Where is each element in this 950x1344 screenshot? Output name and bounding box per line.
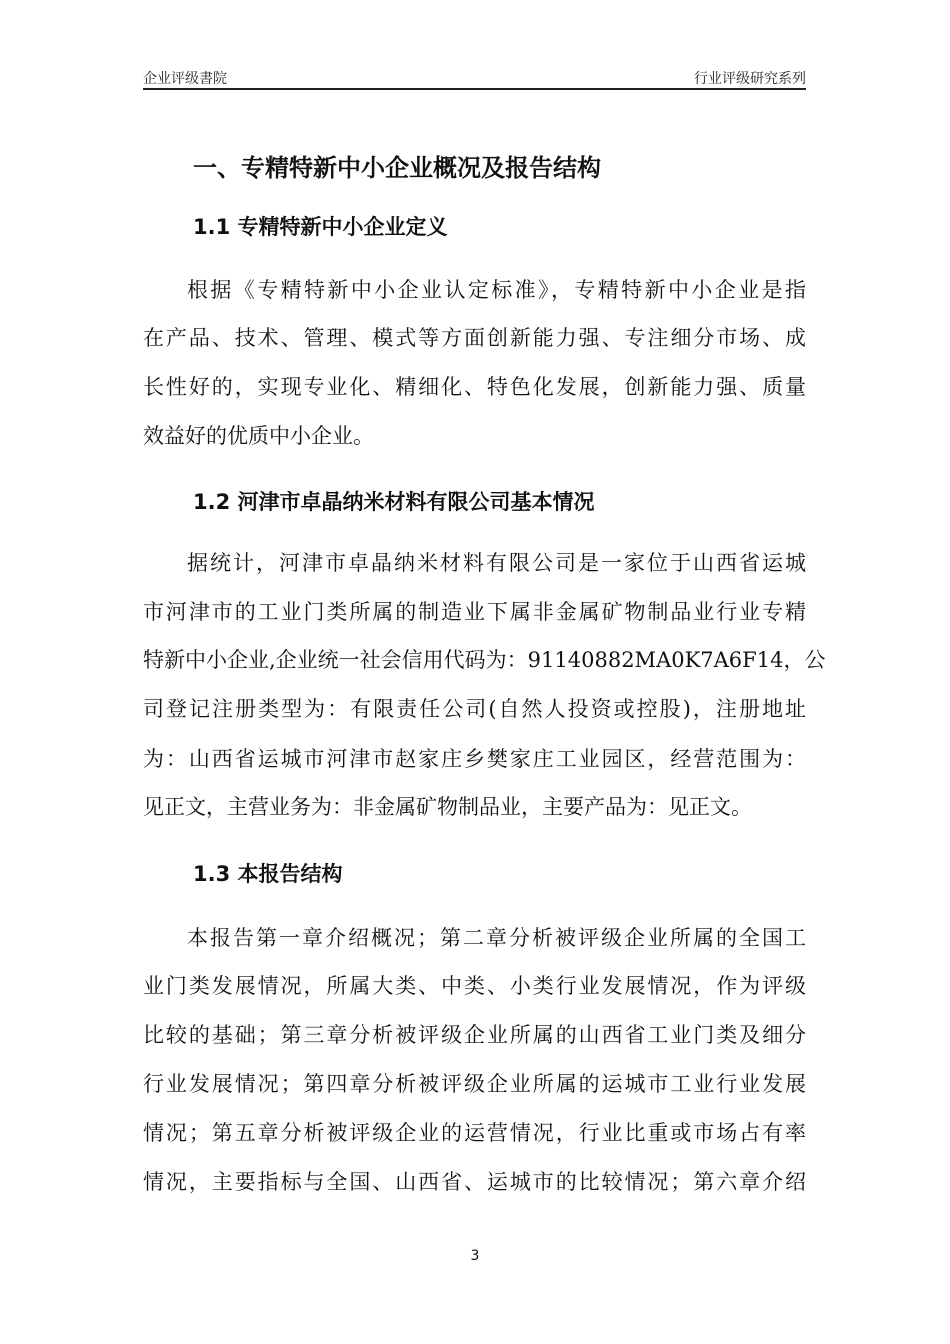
- paragraph-line: 市河津市的工业门类所属的制造业下属非金属矿物制品业行业专精: [143, 600, 806, 624]
- paragraph-line: 业门类发展情况，所属大类、中类、小类行业发展情况，作为评级: [143, 974, 806, 998]
- paragraph-line: 本报告第一章介绍概况；第二章分析被评级企业所属的全国工: [187, 926, 806, 950]
- subsection-2-title: 1.2 河津市卓晶纳米材料有限公司基本情况: [193, 490, 595, 514]
- paragraph-line: 在产品、技术、管理、模式等方面创新能力强、专注细分市场、成: [143, 326, 806, 350]
- header-right: 行业评级研究系列: [694, 71, 806, 87]
- paragraph-line: 据统计，河津市卓晶纳米材料有限公司是一家位于山西省运城: [187, 551, 806, 575]
- subsection-1-title: 1.1 专精特新中小企业定义: [193, 215, 448, 239]
- header-rule: [143, 88, 806, 90]
- paragraph-line: 长性好的，实现专业化、精细化、特色化发展，创新能力强、质量: [143, 375, 806, 399]
- paragraph-line: 效益好的优质中小企业。: [143, 424, 374, 448]
- paragraph-line: 情况，主要指标与全国、山西省、运城市的比较情况；第六章介绍: [143, 1170, 806, 1194]
- paragraph-line: 比较的基础；第三章分析被评级企业所属的山西省工业门类及细分: [143, 1023, 806, 1047]
- section-title: 一、专精特新中小企业概况及报告结构: [193, 154, 601, 182]
- paragraph-line: 特新中小企业,企业统一社会信用代码为：91140882MA0K7A6F14，公: [143, 648, 826, 672]
- header-left: 企业评级書院: [143, 71, 227, 87]
- paragraph-line: 情况；第五章分析被评级企业的运营情况，行业比重或市场占有率: [143, 1121, 806, 1145]
- subsection-3-title: 1.3 本报告结构: [193, 862, 343, 886]
- page-number: 3: [470, 1248, 480, 1264]
- paragraph-line: 见正文，主营业务为：非金属矿物制品业，主要产品为：见正文。: [143, 795, 752, 819]
- paragraph-line: 司登记注册类型为：有限责任公司(自然人投资或控股)，注册地址: [143, 697, 806, 721]
- paragraph-line: 根据《专精特新中小企业认定标准》，专精特新中小企业是指: [187, 278, 806, 302]
- paragraph-line: 行业发展情况；第四章分析被评级企业所属的运城市工业行业发展: [143, 1072, 806, 1096]
- paragraph-line: 为：山西省运城市河津市赵家庄乡樊家庄工业园区，经营范围为：: [143, 747, 806, 771]
